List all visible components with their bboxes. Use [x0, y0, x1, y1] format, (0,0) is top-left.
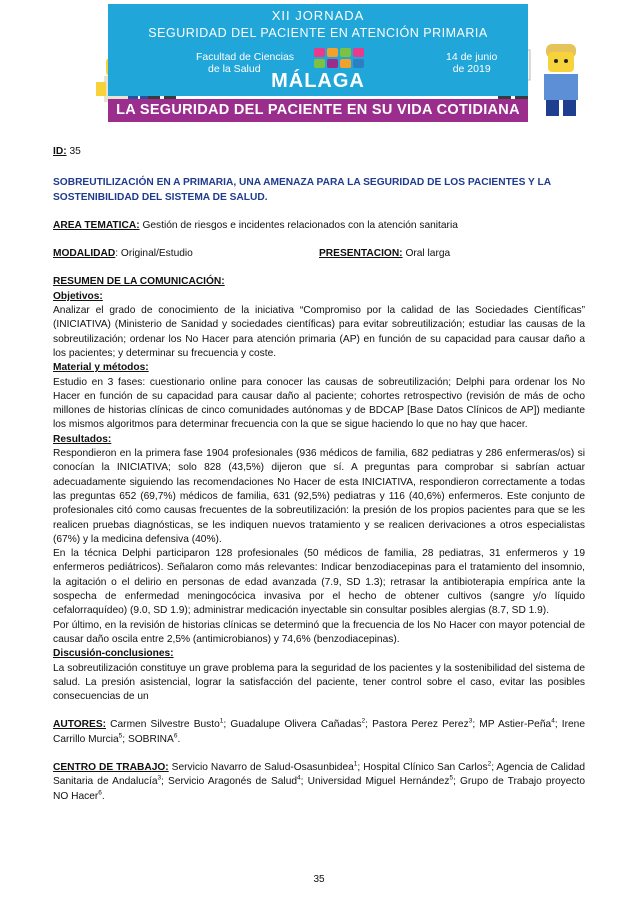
- page-number: 35: [313, 874, 325, 885]
- discusion-text: La sobreutilización constituye un grave problema para la seguridad de los pacientes y la sostenibilidad del sistema de salud. La presión asistencial, lograr la satisfacción del paciente, tener control sobre el caso, evitar las posibles consecuencias de un: [53, 662, 585, 703]
- faculty-line1: Facultad de Ciencias: [196, 51, 295, 63]
- centro-2: ; Hospital Clínico San Carlos: [357, 761, 488, 773]
- centro-2-sup: 2: [487, 760, 492, 768]
- author-4: ; MP Astier-Peña: [472, 719, 552, 731]
- area-line: [53, 219, 585, 233]
- modalidad-block: [53, 247, 319, 261]
- centro-label: CENTRO DE TRABAJO:: [53, 761, 169, 773]
- banner-city: MÁLAGA: [271, 70, 365, 92]
- centro-3: ; Agencia de Calidad Sanitaria de Andalucía: [53, 761, 585, 788]
- presentacion-block: [319, 247, 450, 261]
- objetivos-text: Analizar el grado de conocimiento de la iniciativa “Compromiso por la calidad de las Sociedades Científicas” (INICIATIVA) (Ministerio de Sanidad y sociedades científicas) para evitar sobreutilización; estudiar las causas de la sobreutilización; ordenar los No Hacer para atención primaria (AP) en función de su capacidad para causar daño a los pacientes; y determinar su frecuencia y coste.: [53, 305, 585, 359]
- id-label: ID:: [53, 146, 67, 157]
- abstract-document: [53, 145, 585, 804]
- lego-blocks-logo-icon: [314, 48, 364, 68]
- centro-3-sup: 3: [157, 774, 162, 782]
- material-heading: Material y métodos:: [53, 362, 149, 374]
- objetivos-heading: Objetivos:: [53, 290, 103, 302]
- centro-line: [53, 761, 585, 804]
- resultados-paragraph-1: Respondieron en la primera fase 1904 profesionales (936 médicos de familia, 682 pediatras y 286 enfermeras/os) si conocían la INICIATIVA; solo 828 (43,5%) dijeron que sí. A preguntas para comprobar si sabrían actuar adecuadamente siguiendo las recomendaciones No Hacer de esta INICIATIVA, respondieron correctamente a todas las preguntas 652 (69,7%) médicos de familia, 631 (92,5%) pediatras y 116 (40,6%) enfermeros. Este conjunto de profesionales citó como causas frecuentes de la sobreutilización: la presión de los propios pacientes para que se les realicen pruebas diagnósticas, se les indiquen nuevos tratamiento y se realicen derivaciones a otros especialistas (67%) y la medicina defensiva (40%).: [53, 448, 585, 545]
- modalidad-label: MODALIDAD: [53, 248, 116, 260]
- author-1: Carmen Silvestre Busto: [106, 719, 220, 731]
- abstract-title: SOBREUTILIZACIÓN EN A PRIMARIA, UNA AMENAZA PARA LA SEGURIDAD DE LOS PACIENTES Y LA SOSTENIBILIDAD DEL SISTEMA DE SALUD.: [53, 177, 551, 203]
- banner-tagline: LA SEGURIDAD DEL PACIENTE EN SU VIDA COTIDIANA: [116, 102, 520, 118]
- author-6-sup: 6: [173, 732, 178, 740]
- modalidad-value: : Original/Estudio: [115, 248, 193, 260]
- area-label: AREA TEMATICA:: [53, 219, 140, 231]
- banner-line1: XII JORNADA: [271, 8, 365, 23]
- autores-end: .: [177, 733, 181, 745]
- centro-6-sup: 6: [98, 789, 102, 797]
- id-line: [53, 145, 585, 159]
- author-1-sup: 1: [219, 718, 224, 725]
- centro-1: Servicio Navarro de Salud-Osasunbidea: [168, 761, 354, 773]
- author-5: ; Irene Carrillo Murcia: [53, 719, 585, 745]
- author-4-sup: 4: [551, 718, 555, 725]
- centro-end: .: [101, 790, 105, 802]
- modalidad-presentacion-line: [53, 247, 585, 261]
- author-5-sup: 5: [118, 732, 123, 740]
- resultados-paragraph-3: Por último, en la revisión de historias clínicas se determinó que la frecuencia de los No Hacer con mayor potencial de causar daño oscila entre 2,5% (antimicrobianos) y 74,6% (benzodiacepinas).: [53, 619, 585, 645]
- faculty-line2: de la Salud: [208, 63, 261, 75]
- banner-title-box: [108, 4, 528, 96]
- event-banner: [0, 0, 638, 130]
- centro-5-sup: 5: [449, 774, 454, 782]
- resultados-heading: Resultados:: [53, 433, 112, 445]
- autores-label: AUTORES:: [53, 719, 107, 731]
- material-text: Estudio en 3 fases: cuestionario online para conocer las causas de sobreutilización; Delphi para ordenar los No Hacer en función de su capacidad para causar daño al paciente; cohortes retrospectivo (revisión de más de ocho millones de historias clínicas de cinco comunidades autónomas y de BDCAP [Base Datos Clínicos de AP]) mediante los mismos algoritmos para determinar frecuencia con la que se sigue haciendo lo que no hay que hacer.: [53, 376, 585, 431]
- date-line2: de 2019: [452, 63, 491, 75]
- discusion-heading: Discusión-conclusiones:: [53, 648, 174, 660]
- presentacion-label: PRESENTACION:: [319, 248, 403, 260]
- resumen-heading: RESUMEN DE LA COMUNICACIÓN:: [53, 276, 225, 288]
- author-2: ; Guadalupe Olivera Cañadas: [223, 719, 362, 731]
- centro-4: ; Servicio Aragonés de Salud: [161, 776, 298, 788]
- banner-line2: SEGURIDAD DEL PACIENTE EN ATENCIÓN PRIMARIA: [148, 26, 488, 40]
- author-3: ; Pastora Perez Perez: [365, 719, 469, 731]
- area-value: Gestión de riesgos e incidentes relacionados con la atención sanitaria: [142, 219, 458, 231]
- banner-tagline-strip: [108, 99, 528, 122]
- resultados-paragraph-2: En la técnica Delphi participaron 128 profesionales (50 médicos de familia, 28 pediatras, 31 enfermeros y 19 enfermeros pediátricos). Señalaron como más relevantes: Indicar benzodiacepinas para el tratamiento del insomnio, la agitación o el delirio en personas de edad avanzada (7.9, SD 1.3); retrasar la antibioterapia empírica ante la sospecha de enfermedad meningocócica invasiva por el hecho de obtener cultivos (sangre y/o líquido cefalorraquídeo) (9.0, SD 1.9); administrar medicación inyectable sin consultar posibles alergias (8.7, SD 1.9).: [53, 548, 585, 617]
- centro-5: ; Universidad Miguel Hernández: [300, 776, 450, 788]
- id-value: 35: [69, 146, 81, 157]
- date-line1: 14 de junio: [446, 51, 498, 63]
- presentacion-value: Oral larga: [405, 248, 451, 260]
- author-3-sup: 3: [468, 718, 473, 725]
- autores-line: [53, 718, 585, 747]
- author-6: ; SOBRINA: [122, 733, 174, 745]
- author-2-sup: 2: [361, 718, 366, 725]
- centro-6: ; Grupo de Trabajo proyecto NO Hacer: [53, 776, 585, 802]
- centro-1-sup: 1: [353, 760, 358, 768]
- centro-4-sup: 4: [297, 774, 301, 782]
